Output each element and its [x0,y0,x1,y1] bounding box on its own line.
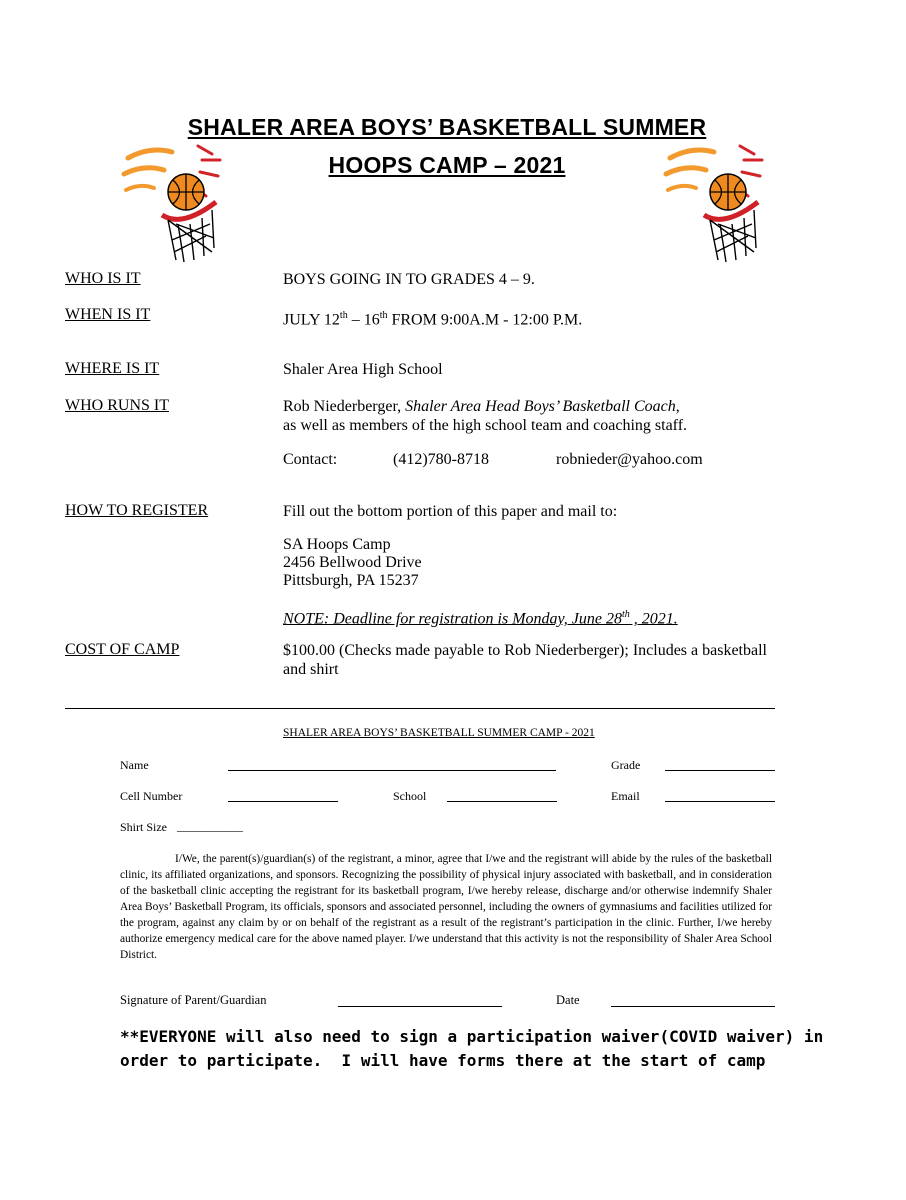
signature-field[interactable] [338,1006,502,1007]
waiver-text: I/We, the parent(s)/guardian(s) of the registrant, a minor, agree that I/we and the registrant will abide by the rules of the basketball clinic, its affiliated organizations, and sponsors. Recognizing the possibility of physical injury associated with basketball, and in consideration of the basketball clinic accepting the registrant for its basketball program, I/we hereby release, discharge and/or otherwise indemnify Shaler Area Boys’ Basketball Program, its officials, sponsors and associated personnel, including the owners of gymnasiums and facilities utilized for the program, against any claim by or on behalf of the registrant as a result of the registrant’s participation in the clinic. Further, I/we hereby authorize emergency medical care for the above named player. I/we understand that this activity is not the responsibility of Shaler Area School District. [120,853,772,961]
address-line: SA Hoops Camp [283,536,391,553]
page-title-line-1: SHALER AREA BOYS’ BASKETBALL SUMMER [187,114,707,140]
date-label: Date [556,993,580,1007]
deadline-sup: th [621,609,630,620]
coach-name: Rob Niederberger, [283,398,406,415]
when-date-start: JULY 12 [283,311,340,329]
page-title-line-2: HOOPS CAMP – 2021 [328,152,566,178]
school-field[interactable] [447,801,557,802]
address-line: 2456 Bellwood Drive [283,554,422,571]
register-value: Fill out the bottom portion of this paper and mail to: [283,503,618,520]
who-label: WHO IS IT [65,270,141,287]
name-label: Name [120,758,149,772]
when-time: FROM 9:00A.M - 12:00 P.M. [387,311,583,329]
section-divider [65,708,775,709]
who-runs-value [283,397,763,435]
cost-label: COST OF CAMP [65,641,180,658]
register-label: HOW TO REGISTER [65,502,209,519]
when-sup: th [339,310,348,321]
who-runs-label: WHO RUNS IT [65,397,169,414]
when-value [283,306,582,329]
where-value: Shaler Area High School [283,361,443,378]
comma: , [675,398,680,415]
grade-field[interactable] [665,770,775,771]
who-value: BOYS GOING IN TO GRADES 4 – 9. [283,271,535,288]
covid-waiver-note-line-2: order to participate. I will have forms there at the start of camp [120,1051,766,1070]
name-field[interactable] [228,770,556,771]
deadline-text: NOTE: Deadline for registration is Monday, June 28 [283,610,622,628]
form-title: SHALER AREA BOYS’ BASKETBALL SUMMER CAMP - 2021 [283,727,595,739]
shirt-size-label: Shirt Size [120,820,167,834]
when-sup: th [379,310,388,321]
basketball-hoop-icon [120,140,235,265]
basketball-hoop-icon [662,140,777,265]
contact-label: Contact: [283,451,338,468]
mailing-address [283,536,422,590]
who-runs-line-2: as well as members of the high school team and coaching staff. [283,417,688,434]
covid-waiver-note-line-1: **EVERYONE will also need to sign a participation waiver(COVID waiver) in [120,1027,824,1046]
where-label: WHERE IS IT [65,360,160,377]
grade-label: Grade [611,758,641,772]
deadline-note [283,605,678,628]
contact-phone: (412)780-8718 [393,451,489,468]
contact-email[interactable]: robnieder@yahoo.com [556,451,703,468]
when-label: WHEN IS IT [65,306,151,323]
signature-label: Signature of Parent/Guardian [120,993,267,1007]
shirt-size-field[interactable]: ___________ [177,819,243,833]
deadline-year: , 2021. [629,610,678,628]
email-label: Email [611,789,640,803]
school-label: School [393,789,427,803]
cost-value: $100.00 (Checks made payable to Rob Niederberger); Includes a basketball and shirt [283,642,767,678]
cell-number-field[interactable] [228,801,338,802]
address-line: Pittsburgh, PA 15237 [283,572,419,589]
coach-title: Shaler Area Head Boys’ Basketball Coach [405,398,676,415]
date-field[interactable] [611,1006,775,1007]
email-field[interactable] [665,801,775,802]
when-date-end: – 16 [347,311,380,329]
cell-number-label: Cell Number [120,789,183,803]
